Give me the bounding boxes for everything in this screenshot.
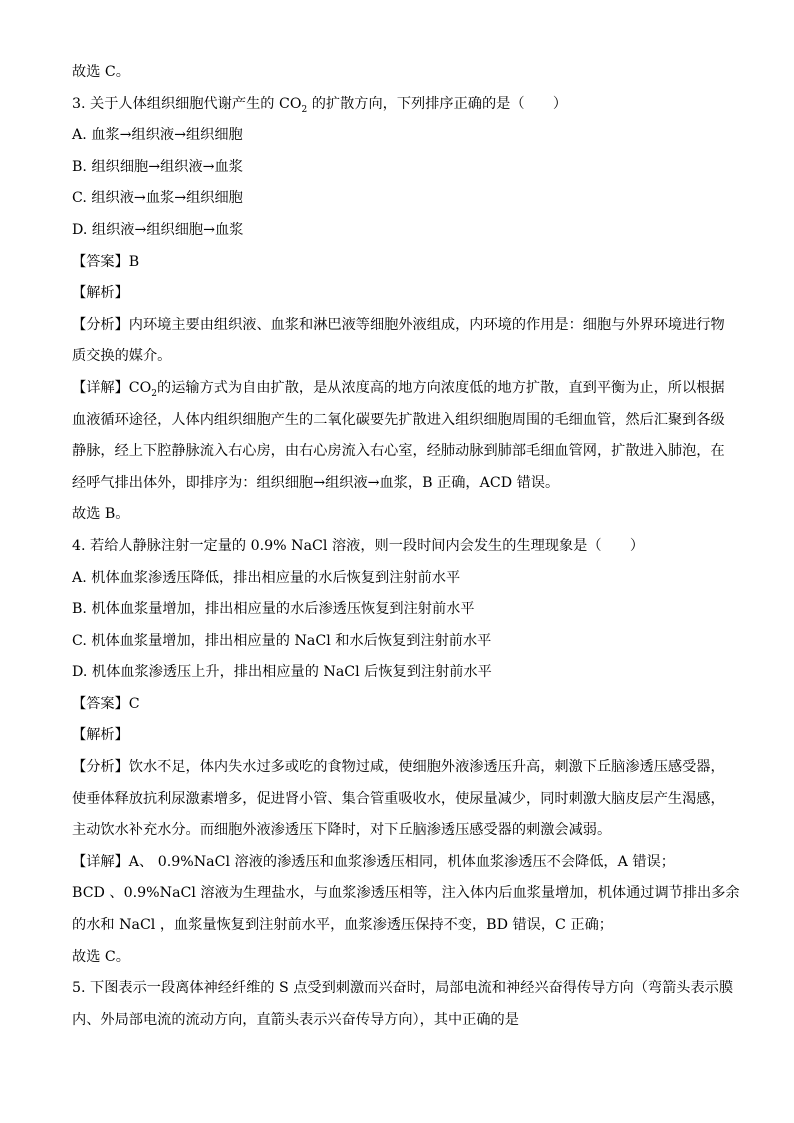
q3-xiangjie-sub: 2 xyxy=(151,388,157,399)
q3-fenxi-line-1 xyxy=(72,315,732,335)
q4-xiangjie-tag: 【详解】 xyxy=(72,853,129,870)
q3-fenxi-text-1: 内环境主要由组织液、血浆和淋巴液等细胞外液组成，内环境的作用是：细胞与外界环境进行物 xyxy=(128,316,725,333)
q4-option-d: D. 机体血浆渗透压上升，排出相应量的 NaCl 后恢复到注射前水平 xyxy=(72,664,492,681)
q3-stem-sub: 2 xyxy=(301,104,308,115)
q3-xiangjie-tag: 【详解】 xyxy=(72,379,129,396)
q3-xiangjie-line-2: 血液循环途径，人体内组织细胞产生的二氧化碳要先扩散进入组织细胞周围的毛细血管，然后汇聚到各级 xyxy=(72,411,725,428)
q4-fenxi-text-1: 饮水不足，体内失水过多或吃的食物过咸，使细胞外液渗透压升高，刺激下丘脑渗透压感受器， xyxy=(128,759,725,776)
q4-analysis-tag: 【解析】 xyxy=(72,727,129,744)
q5-stem-line-2: 内、外局部电流的流动方向，直箭头表示兴奋传导方向），其中正确的是 xyxy=(72,1011,519,1028)
q4-xiangjie-line-3: 的水和 NaCl ，血浆量恢复到注射前水平，血浆渗透压保持不变，BD 错误，C 正确； xyxy=(72,917,613,934)
q3-option-d: D. 组织液→组织细胞→血浆 xyxy=(72,221,244,238)
q4-fenxi-line-2: 使垂体释放抗利尿激素增多，促进肾小管、集合管重吸收水，使尿量减少，同时刺激大脑皮层产生渴感， xyxy=(72,790,725,807)
q2-conclusion: 故选 C。 xyxy=(72,64,130,80)
q3-answer-tag: 【答案】 xyxy=(72,253,129,270)
q4-xiangjie-text-1: A、 0.9%NaCl 溶液的渗透压和血浆渗透压相同，机体血浆渗透压不会降低，A 错误； xyxy=(128,853,675,870)
q4-xiangjie-line-2: BCD 、0.9%NaCl 溶液为生理盐水，与血浆渗透压相等，注入体内后血浆量增加，机体通过调节排出多余 xyxy=(72,885,740,902)
q3-analysis-tag: 【解析】 xyxy=(72,285,129,302)
q3-xiangjie-line-4: 经呼气排出体外，即排序为：组织细胞→组织液→血浆，B 正确，ACD 错误。 xyxy=(72,474,560,491)
q3-option-c: C. 组织液→血浆→组织细胞 xyxy=(72,190,243,207)
q4-fenxi-line-1 xyxy=(72,757,732,777)
q3-answer-value: B xyxy=(128,253,140,270)
q3-option-a: A. 血浆→组织液→组织细胞 xyxy=(72,127,243,144)
q4-option-c: C. 机体血浆量增加，排出相应量的 NaCl 和水后恢复到注射前水平 xyxy=(72,632,492,649)
q3-stem-post: 的扩散方向，下列排序正确的是（ ） xyxy=(307,95,568,112)
q4-answer-tag: 【答案】 xyxy=(72,695,129,712)
q4-option-b: B. 机体血浆量增加，排出相应量的水后渗透压恢复到注射前水平 xyxy=(72,601,475,618)
q3-option-b: B. 组织细胞→组织液→血浆 xyxy=(72,158,243,175)
q4-fenxi-line-3: 主动饮水补充水分。而细胞外液渗透压下降时，对下丘脑渗透压感受器的刺激会减弱。 xyxy=(72,822,612,839)
q3-xiangjie-post: 的运输方式为自由扩散，是从浓度高的地方向浓度低的地方扩散，直到平衡为止，所以根据 xyxy=(157,379,725,396)
q4-conclusion: 故选 C。 xyxy=(72,948,130,965)
q4-fenxi-tag: 【分析】 xyxy=(72,759,129,776)
q4-xiangjie-line-1 xyxy=(72,852,732,872)
q3-conclusion: 故选 B。 xyxy=(72,506,130,523)
q4-stem: 4. 若给人静脉注射一定量的 0.9% NaCl 溶液，则一段时间内会发生的生理现象是（ ） xyxy=(72,537,645,554)
q3-stem-pre: 3. 关于人体组织细胞代谢产生的 CO xyxy=(72,95,302,112)
q3-stem xyxy=(72,94,732,114)
q3-fenxi-tag: 【分析】 xyxy=(72,316,129,333)
document-page xyxy=(72,62,740,1041)
q3-xiangjie-line-1 xyxy=(72,378,732,398)
q4-option-a: A. 机体血浆渗透压降低，排出相应量的水后恢复到注射前水平 xyxy=(72,569,461,586)
q5-stem-line-1: 5. 下图表示一段离体神经纤维的 S 点受到刺激而兴奋时，局部电流和神经兴奋得传导方向（弯箭头表示膜 xyxy=(72,980,734,997)
q3-fenxi-line-2: 质交换的媒介。 xyxy=(72,348,172,365)
q3-xiangjie-line-3: 静脉，经上下腔静脉流入右心房，由右心房流入右心室，经肺动脉到肺部毛细血管网，扩散进入肺泡，在 xyxy=(72,443,725,460)
q4-answer xyxy=(72,694,732,714)
q4-answer-value: C xyxy=(128,695,140,712)
q3-xiangjie-pre: CO xyxy=(128,379,152,396)
q3-answer xyxy=(72,252,732,272)
